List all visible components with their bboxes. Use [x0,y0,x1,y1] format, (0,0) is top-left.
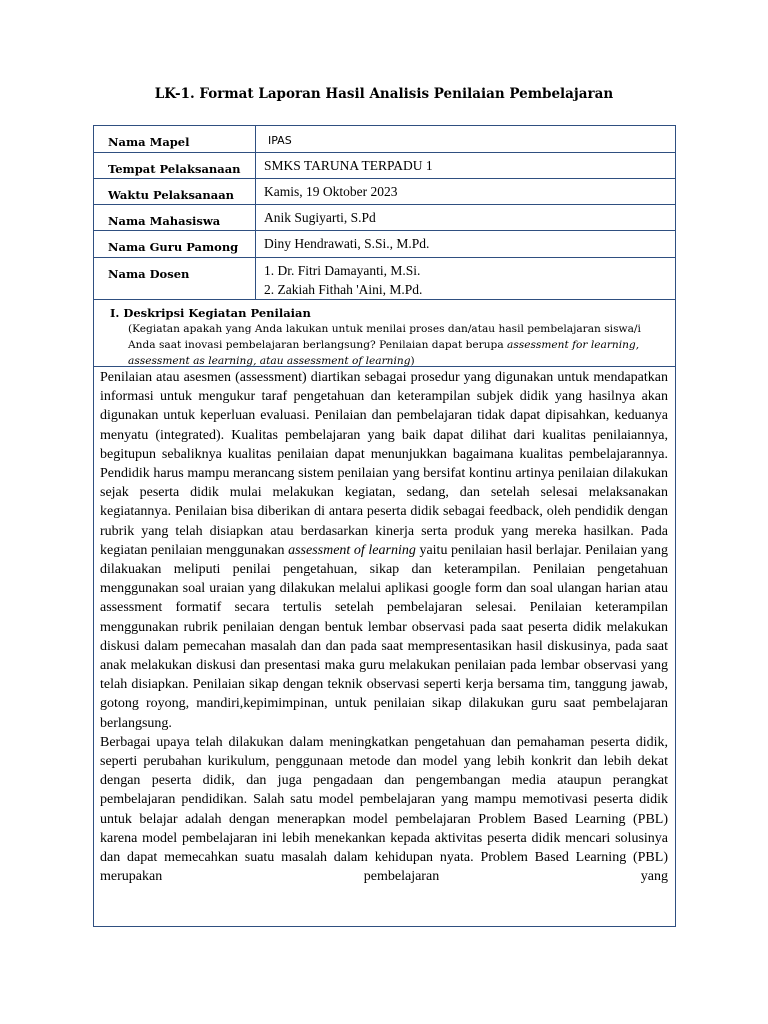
body-text [100,368,668,886]
label-tempat-pelaksanaan: Tempat Pelaksanaan [94,153,256,179]
label-nama-guru-pamong: Nama Guru Pamong [94,231,256,258]
section-heading: I. Deskripsi Kegiatan Penilaian [110,306,311,320]
paragraph-1-italic: assessment of learning [288,542,416,558]
section-note [128,321,668,369]
paragraph-1-start: Penilaian atau asesmen (assessment) diartikan sebagai prosedur yang digunakan untuk mendapatkan informasi untuk mengukur taraf pengetahuan dan keterampilan subjek didik yang hasilnya akan digunakan untuk keperluan evaluasi. Penilaian dan pembelajaran tidak dapat dipisahkan, keduanya menyatu (integrated). Kualitas pembelajaran yang baik dapat dilihat dari kualitas penilaiannya, begitupun sebaliknya kualitas penilaian dapat menunjukkan bagaimana kualitas pembelajarannya. Pendidik harus mampu merancang sistem penilaian yang bersifat kontinu artinya penilaian dilakukan sejak peserta didik mulai melakukan kegiatan, sedang, dan setelah selesai melaksanakan kegiatannya. Penilaian bisa diberikan di antara peserta didik sebagai feedback, oleh pendidik dengan rubrik yang telah disiapkan atau berdasarkan kinerja serta produk yang mereka hasilkan. Pada kegiatan penilaian menggunakan [100,370,668,558]
info-row-mahasiswa [94,205,676,231]
value-nama-guru-pamong: Diny Hendrawati, S.Si., M.Pd. [256,231,676,258]
info-row-dosen [94,258,676,300]
note-text-1: (Kegiatan apakah yang Anda lakukan untuk menilai proses dan/atau hasil pembelajaran siswa/i Anda saat inovasi pembelajaran berlangsung? Penilaian dapat berupa [128,323,641,351]
label-nama-dosen: Nama Dosen [94,258,256,300]
info-row-waktu [94,179,676,205]
info-row-tempat [94,153,676,179]
note-text-italic: assessment for learning, assessment as learning, atau assessment of learning [128,339,640,367]
note-text-2: ) [410,355,415,367]
paragraph-1 [100,368,668,733]
dosen-2: 2. Zakiah Fithah 'Aini, M.Pd. [264,282,423,297]
section-deskripsi [93,298,676,367]
value-nama-mahasiswa: Anik Sugiyarti, S.Pd [256,205,676,231]
value-nama-mapel: IPAS [256,126,676,153]
paragraph-1-end: yaitu penilaian hasil berlajar. Penilaian yang dilakuakan meliputi penilai pengetahuan, sikap dan keterampilan. Penilaian pengetahuan menggunakan soal uraian yang dilakukan melalui aplikasi google form dan soal ulangan harian atau assessment formatif secara tertulis setelah pembelajaran selesai. Penilaian keterampilan menggunakan rubrik penilaian dengan bentuk lembar observasi pada saat peserta didik melakukan diskusi dalam pemecahan masalah dan dan pada saat mempresentasikan hasil diskusinya, pada saat anak melakukan diskusi dan presentasi maka guru melakukan penilaian pada lembar observasi yang telah disiapkan. Penilaian sikap dengan teknik observasi seperti kerja bersama tim, tanggung jawab, gotong royong, mandiri,kepimimpinan, untuk penilaian sikap dilakukan guru saat pembelajaran berlangsung. [100,542,668,731]
info-table [93,125,676,300]
value-waktu-pelaksanaan: Kamis, 19 Oktober 2023 [256,179,676,205]
dosen-1: 1. Dr. Fitri Damayanti, M.Si. [264,263,421,278]
label-nama-mahasiswa: Nama Mahasiswa [94,205,256,231]
label-nama-mapel: Nama Mapel [94,126,256,153]
info-row-guru-pamong [94,231,676,258]
label-waktu-pelaksanaan: Waktu Pelaksanaan [94,179,256,205]
value-tempat-pelaksanaan: SMKS TARUNA TERPADU 1 [256,153,676,179]
value-nama-dosen [256,258,676,300]
page-title: LK-1. Format Laporan Hasil Analisis Penilaian Pembelajaran [154,86,614,102]
paragraph-2: Berbagai upaya telah dilakukan dalam meningkatkan pengetahuan dan pemahaman peserta didik, seperti perubahan kurikulum, penggunaan metode dan model yang lebih konkrit dan lebih dekat dengan peserta didik, dan juga pengadaan dan pengembangan media ataupun perangkat pembelajaran pendidikan. Salah satu model pembelajaran yang mampu memotivasi peserta didik untuk belajar adalah dengan menerapkan model pembelajaran Problem Based Learning (PBL) karena model pembelajaran ini lebih menekankan kepada aktivitas peserta didik mencari solusinya dan dapat memecahkan suatu masalah dalam kehidupan nyata. Problem Based Learning (PBL) merupakan pembelajaran yang [100,734,668,885]
info-row-mapel [94,126,676,153]
